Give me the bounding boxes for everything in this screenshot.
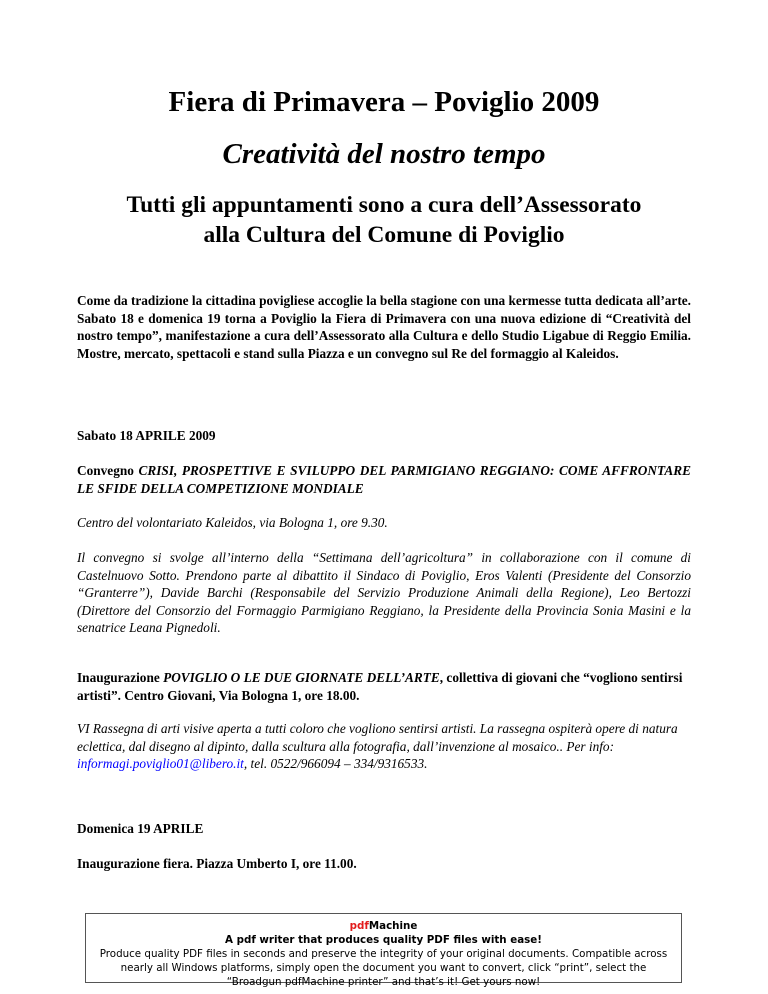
pdfmachine-logo	[86, 919, 681, 933]
convegno-prefix: Convegno	[77, 463, 139, 478]
convegno-place: Centro del volontariato Kaleidos, via Bologna 1, ore 9.30.	[77, 515, 388, 530]
inaug-rest: , collettiva di giovani che “vogliono sentirsi artisti”. Centro Giovani, Via Bologna 1, ore 18.00.	[77, 670, 683, 703]
footer-tagline: A pdf writer that produces quality PDF files with ease!	[225, 934, 542, 946]
pdfmachine-footer-box[interactable]	[85, 913, 682, 988]
inaug-title: POVIGLIO O LE DUE GIORNATE DELL’ARTE	[163, 670, 440, 685]
convegno-heading	[77, 462, 691, 497]
saturday-date: Sabato 18 APRILE 2009	[77, 428, 216, 443]
sunday-date: Domenica 19 APRILE	[77, 821, 204, 836]
sunday-event: Inaugurazione fiera. Piazza Umberto I, ore 11.00.	[77, 856, 357, 871]
email-link[interactable]: informagi.poviglio01@libero.it	[77, 756, 244, 771]
inaugurazione-heading	[77, 669, 691, 704]
organizer-line-1: Tutti gli appuntamenti sono a cura dell’Assessorato	[126, 192, 642, 218]
inaugurazione-description	[77, 720, 691, 773]
intro-paragraph: Come da tradizione la cittadina povigliese accoglie la bella stagione con una kermesse tutta dedicata all’arte. Sabato 18 e domenica 19 torna a Poviglio la Fiera di Primavera con una nuova edizione di “Creatività del nostro tempo”, manifestazione a cura dell’Assessorato alla Cultura e dello Studio Ligabue di Reggio Emilia. Mostre, mercato, spettacoli e stand sulla Piazza e un convegno sul Re del formaggio al Kaleidos.	[77, 293, 691, 361]
footer-body: Produce quality PDF files in seconds and preserve the integrity of your original documents. Compatible across nearly all Windows platforms, simply open the document you want to convert, click “print”, select the “Broadgun pdfMachine printer” and that’s it! Get yours now!	[99, 948, 668, 988]
convegno-description: Il convegno si svolge all’interno della “Settimana dell’agricoltura” in collaborazione con il comune di Castelnuovo Sotto. Prendono parte al dibattito il Sindaco di Poviglio, Eros Valenti (Presidente del Consorzio “Granterre”), Davide Barchi (Responsabile del Servizio Produzione Animali della Regione), Leo Bertozzi (Direttore del Consorzio del Formaggio Parmigiano Reggiano, la Presidente della Provincia Sonia Masini e la senatrice Leana Pignedoli.	[77, 550, 691, 635]
convegno-title: CRISI, PROSPETTIVE E SVILUPPO DEL PARMIGIANO REGGIANO: COME AFFRONTARE LE SFIDE DELLA COMPETIZIONE MONDIALE	[77, 463, 691, 496]
document-subtitle: Creatività del nostro tempo	[222, 138, 546, 170]
organizer-line-2: alla Cultura del Comune di Poviglio	[203, 222, 565, 248]
document-title: Fiera di Primavera – Poviglio 2009	[168, 86, 600, 118]
inaug-desc-text: VI Rassegna di arti visive aperta a tutti coloro che vogliono sentirsi artisti. La rassegna ospiterà opere di natura eclettica, dal disegno al dipinto, dalla scultura alla fotografia, dall’invenzione al mosaico.. Per info:	[77, 721, 678, 754]
inaug-tel: , tel. 0522/966094 – 334/9316533.	[243, 756, 428, 771]
brand-machine: Machine	[368, 920, 418, 932]
organizer-heading	[60, 190, 708, 250]
inaug-prefix: Inaugurazione	[77, 670, 164, 685]
brand-pdf: pdf	[349, 920, 369, 932]
